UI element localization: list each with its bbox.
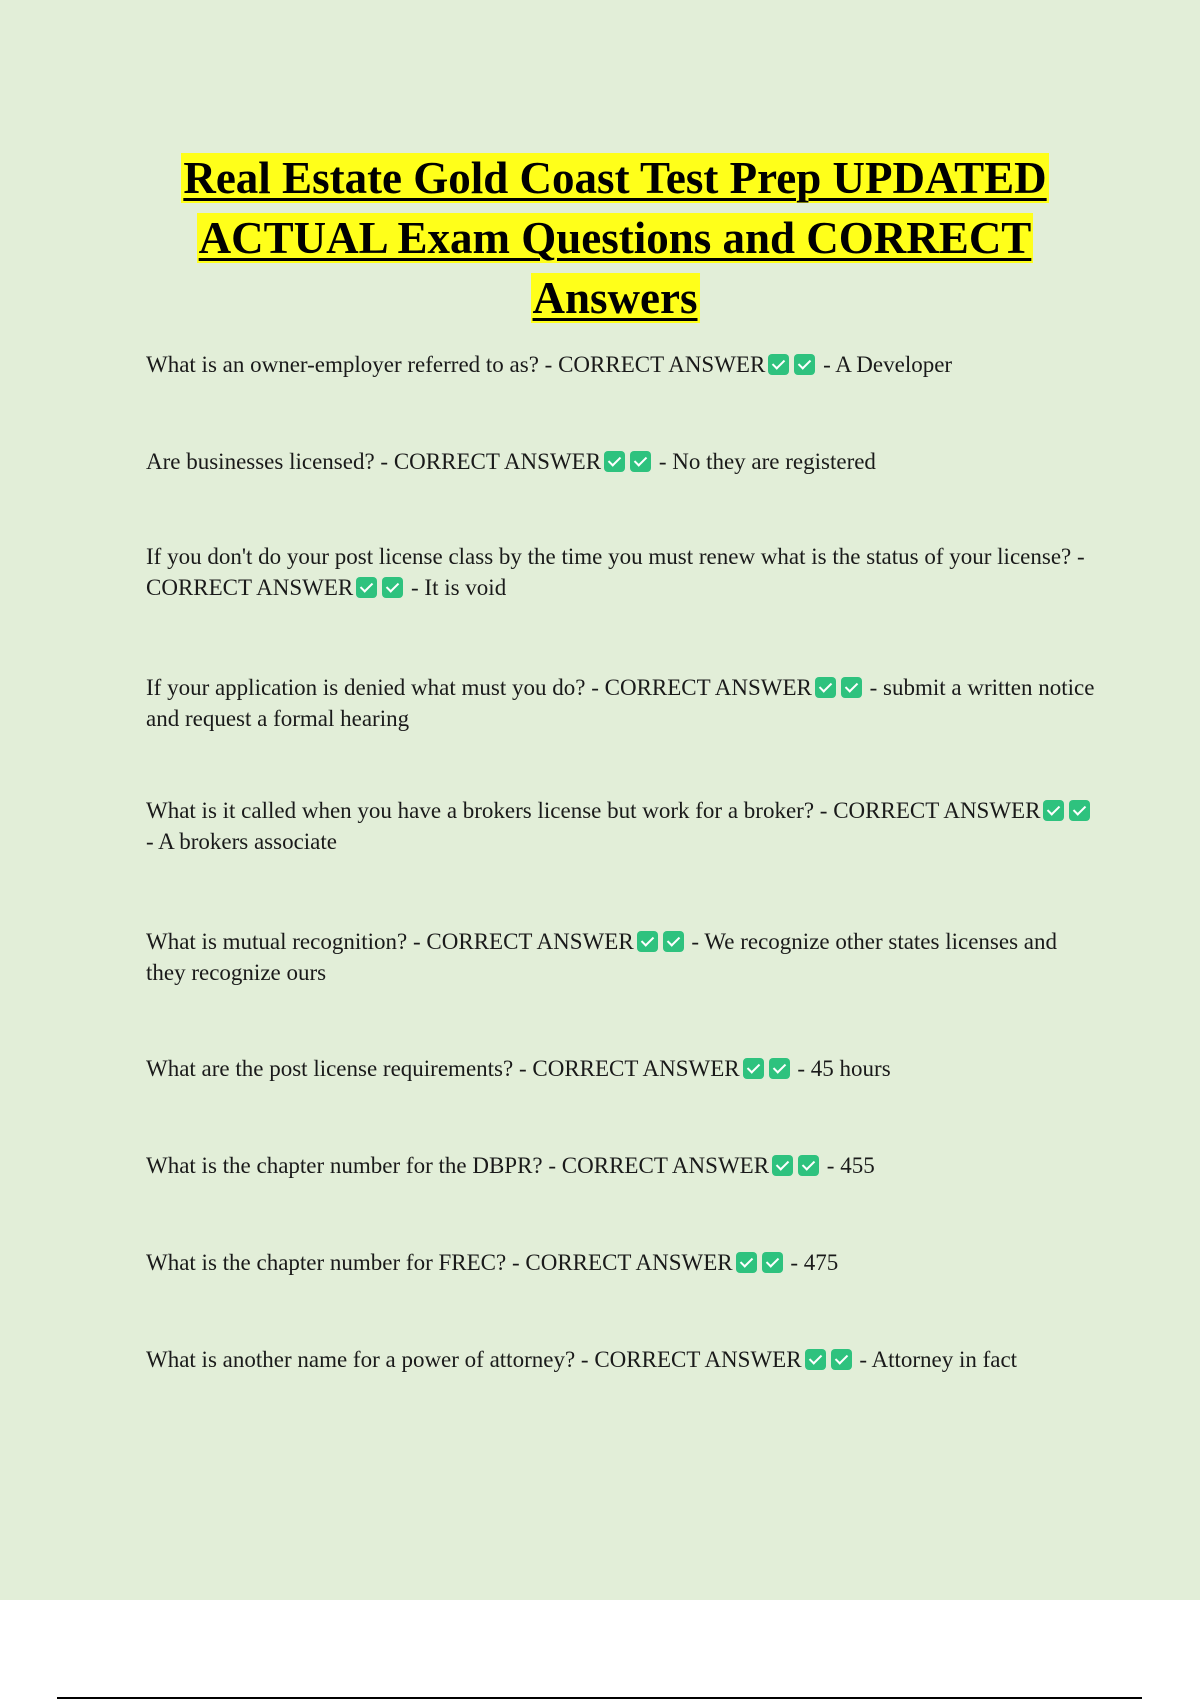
answer-text: - 455: [821, 1153, 875, 1178]
answer-text: - It is void: [405, 575, 507, 600]
check-mark-icon: [663, 931, 684, 952]
check-mark-icon: [604, 451, 625, 472]
answer-text: - 475: [784, 1250, 839, 1275]
question-text: What are the post license requirements? -: [146, 1056, 533, 1081]
check-mark-icon: [382, 577, 403, 598]
answer-marker: CORRECT ANSWER: [558, 352, 766, 377]
answer-text: - submit a written notice and request a formal hearing: [146, 675, 1095, 731]
footer-divider: [57, 1697, 1142, 1699]
check-mark-icon: [637, 931, 658, 952]
qa-item: [146, 446, 1096, 477]
question-text: What is it called when you have a brokers license but work for a broker? -: [146, 798, 834, 823]
question-text: What is mutual recognition? -: [146, 929, 427, 954]
answer-text: - A brokers associate: [146, 829, 337, 854]
answer-marker: CORRECT ANSWER: [594, 1347, 802, 1372]
answer-marker: CORRECT ANSWER: [833, 798, 1041, 823]
check-mark-icon: [815, 677, 836, 698]
answer-text: - A Developer: [817, 352, 953, 377]
question-text: What is an owner-employer referred to as? -: [146, 352, 559, 377]
answer-marker: CORRECT ANSWER: [532, 1056, 740, 1081]
question-text: If your application is denied what must you do? -: [146, 675, 605, 700]
question-text: What is another name for a power of attorney? -: [146, 1347, 595, 1372]
check-mark-icon: [769, 1058, 790, 1079]
check-mark-icon: [630, 451, 651, 472]
answer-text: - We recognize other states licenses and they recognize ours: [146, 929, 1057, 985]
check-mark-icon: [798, 1155, 819, 1176]
check-mark-icon: [736, 1252, 757, 1273]
question-text: If you don't do your post license class by the time you must renew what is the status of your license? -: [146, 544, 1085, 569]
title-text: Real Estate Gold Coast Test Prep UPDATED ACTUAL Exam Questions and CORRECT Answers: [183, 153, 1047, 323]
check-mark-icon: [356, 577, 377, 598]
answer-marker: CORRECT ANSWER: [604, 675, 812, 700]
qa-item: [146, 349, 1096, 380]
answer-marker: CORRECT ANSWER: [525, 1250, 733, 1275]
check-mark-icon: [794, 354, 815, 375]
answer-text: - Attorney in fact: [853, 1347, 1018, 1372]
qa-item: [146, 1053, 1096, 1084]
answer-marker: CORRECT ANSWER: [393, 449, 602, 474]
qa-item: [146, 1344, 1096, 1375]
answer-marker: CORRECT ANSWER: [426, 929, 634, 954]
check-mark-icon: [743, 1058, 764, 1079]
check-mark-icon: [831, 1349, 852, 1370]
answer-marker: CORRECT ANSWER: [146, 575, 354, 600]
qa-item: [146, 1150, 1096, 1181]
question-text: What is the chapter number for FREC? -: [146, 1250, 526, 1275]
document-title: [140, 148, 1090, 328]
check-mark-icon: [772, 1155, 793, 1176]
answer-text: - No they are registered: [653, 449, 876, 474]
check-mark-icon: [1069, 800, 1090, 821]
check-mark-icon: [841, 677, 862, 698]
check-mark-icon: [768, 354, 789, 375]
question-text: What is the chapter number for the DBPR? -: [146, 1153, 562, 1178]
qa-item: [146, 926, 1096, 988]
check-mark-icon: [1043, 800, 1064, 821]
qa-item: [146, 541, 1096, 603]
question-text: Are businesses licensed? -: [146, 449, 394, 474]
check-mark-icon: [805, 1349, 826, 1370]
qa-item: [146, 672, 1096, 734]
answer-text: - 45 hours: [791, 1056, 891, 1081]
check-mark-icon: [762, 1252, 783, 1273]
answer-marker: CORRECT ANSWER: [561, 1153, 770, 1178]
qa-item: [146, 795, 1096, 857]
qa-item: [146, 1247, 1096, 1278]
